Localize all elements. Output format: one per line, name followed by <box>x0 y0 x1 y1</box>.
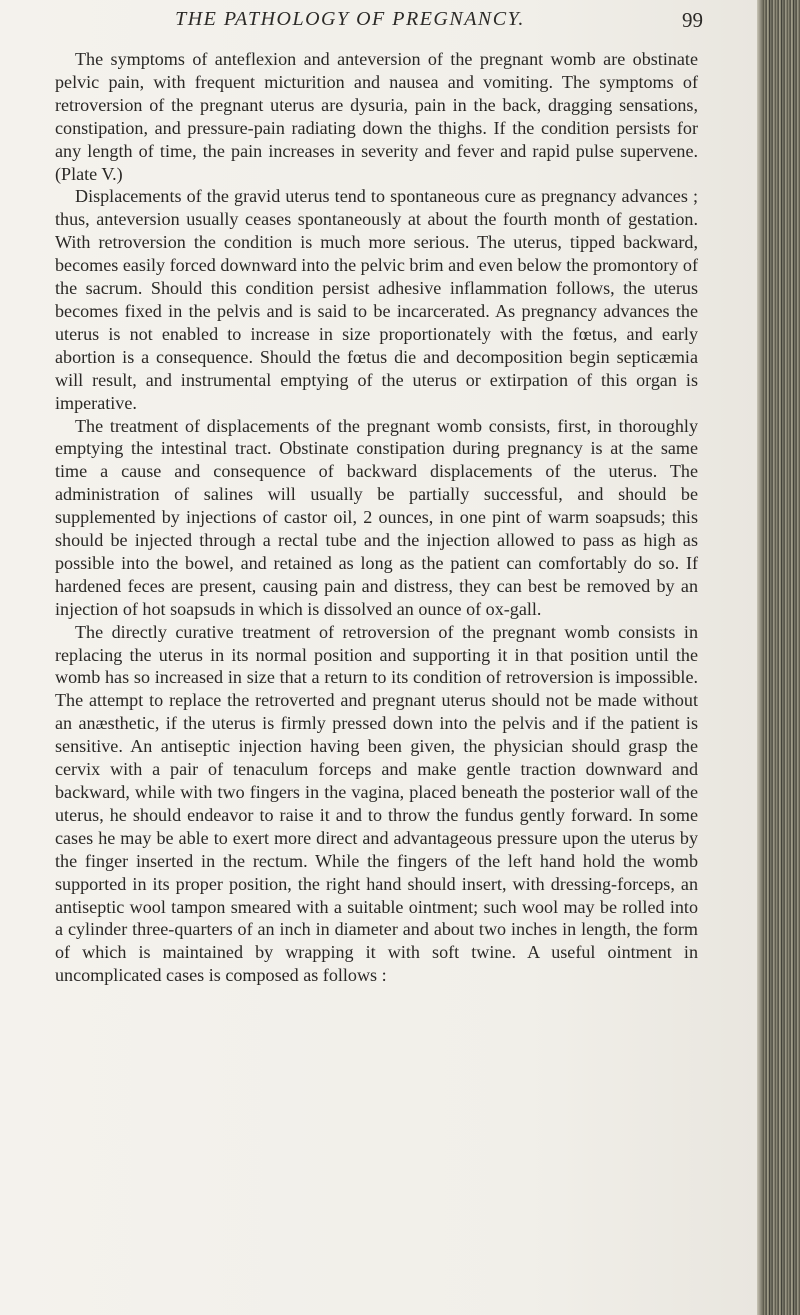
page-number: 99 <box>682 8 703 32</box>
running-head-title: THE PATHOLOGY OF PREGNANCY. <box>175 8 525 30</box>
paragraph-symptoms: The symptoms of anteflexion and anteversion of the pregnant womb are obstinate pelvic pain, with frequent micturition and nausea and vomiting. The symptoms of retroversion of the pregnant uterus are dysuria, pain in the back, dragging sensations, constipation, and pressure-pain radiating down the thighs. If the condition persists for any length of time, the pain increases in severity and fever and rapid pulse supervene. (Plate V.) <box>55 49 698 184</box>
running-head <box>0 0 757 40</box>
book-spine-edge <box>757 0 800 1315</box>
paragraph-curative-treatment: The directly curative treatment of retroversion of the pregnant womb consists in replacing the uterus in its normal position and supporting it in that position until the womb has so increased in size that a return to its condition of retroversion is impossible. The attempt to replace the retroverted and pregnant uterus should not be made without an anæsthetic, if the uterus is firmly pressed down into the pelvis and if the patient is sensitive. An antiseptic injection having been given, the physician should grasp the cervix with a pair of tenaculum forceps and make gentle traction downward and backward, while with two fingers in the vagina, placed beneath the posterior wall of the uterus, he should endeavor to raise it and to throw the fundus gently forward. In some cases he may be able to exert more direct and advantageous pressure upon the uterus by the finger inserted in the rectum. While the fingers of the left hand hold the womb supported in its proper position, the right hand should insert, with dressing-forceps, an antiseptic wool tampon smeared with a suitable ointment; such wool may be rolled into a cylinder three-quarters of an inch in diameter and about two inches in length, the form of which is maintained by wrapping it with soft twine. A useful ointment in uncomplicated cases is composed as follows : <box>55 621 698 986</box>
body-text <box>55 48 698 987</box>
paragraph-treatment: The treatment of displacements of the pregnant womb consists, first, in thoroughly emptying the intestinal tract. Obstinate constipation during pregnancy is at the same time a cause and consequence of backward displacements of the uterus. The administration of salines will usually be partially successful, and should be supplemented by injections of castor oil, 2 ounces, in one pint of warm soapsuds; this should be injected through a rectal tube and the injection allowed to pass as high as possible into the bowel, and retained as long as the patient can comfortably do so. If hardened feces are present, causing pain and distress, they can best be removed by an injection of hot soapsuds in which is dissolved an ounce of ox-gall. <box>55 415 698 619</box>
paragraph-displacements: Displacements of the gravid uterus tend to spontaneous cure as pregnancy advances ; thus, anteversion usually ceases spontaneously at about the fourth month of gestation. With retroversion the condition is much more serious. The uterus, tipped backward, becomes easily forced downward into the pelvic brim and even below the promontory of the sacrum. Should this condition persist adhesive inflammation follows, the uterus becomes fixed in the pelvis and is said to be incarcerated. As pregnancy advances the uterus is not enabled to increase in size proportionately with the fœtus, and early abortion is a consequence. Should the fœtus die and decomposition begin septicæmia will result, and instrumental emptying of the uterus or extirpation of this organ is imperative. <box>55 186 698 413</box>
